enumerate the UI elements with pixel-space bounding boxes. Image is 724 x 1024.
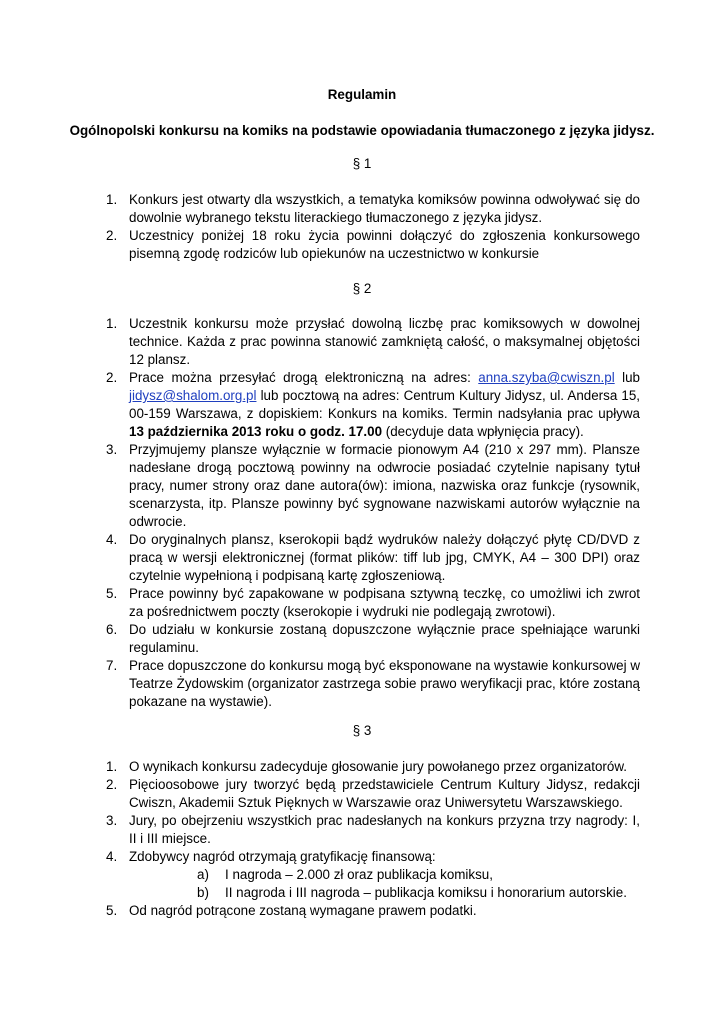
list-item: 6. Do udziału w konkursie zostaną dopuszczone wyłącznie prace spełniające warunki regulaminu.: [106, 622, 640, 655]
list-item: 1. O wynikach konkursu zadecyduje głosowanie jury powołanego przez organizatorów.: [106, 759, 627, 774]
list-item: 4. Zdobywcy nagród otrzymają gratyfikację finansową: a) I nagroda – 2.000 zł oraz publikacja komiksu, b) II nagroda i III nagroda – publikacja komiksu i honorarium autorskie.: [100, 848, 640, 902]
list-item: 3. Przyjmujemy plansze wyłącznie w formacie pionowym A4 (210 x 297 mm). Plansze nadesłane drogą pocztową powinny na odwrocie posiadać czytelnie napisany tytuł pracy, numer strony oraz dane autora(ów): imiona, nazwiska oraz funkcje (rysownik, scenarzysta, itp. Plansze powinny być sygnowane nazwiskami autorów wyłącznie na odwrocie.: [106, 442, 640, 529]
prize-sublist: [129, 866, 640, 902]
list-item: 7. Prace dopuszczone do konkursu mogą być eksponowane na wystawie konkursowej w Teatrze Żydowskim (organizator zastrzega sobie prawo weryfikacji prac, które zostaną pokazane na wystawie).: [106, 658, 640, 709]
section-mark-1: § 1: [352, 156, 372, 171]
deadline-text: 13 października 2013 roku o godz. 17.00: [129, 424, 383, 439]
list-item: 2. Pięcioosobowe jury tworzyć będą przedstawiciele Centrum Kultury Jidysz, redakcji Cwiszn, Akademii Sztuk Pięknych w Warszawie oraz Uniwersytetu Warszawskiego.: [106, 777, 640, 810]
list-item: 5. Od nagród potrącone zostaną wymagane prawem podatki.: [106, 903, 477, 918]
list-item: 1. Konkurs jest otwarty dla wszystkich, a tematyka komiksów powinna odwoływać się do dowolnie wybranego tekstu literackiego tłumaczonego z języka jidysz.: [106, 192, 640, 225]
sub-list-item: a) I nagroda – 2.000 zł oraz publikacja komiksu,: [197, 867, 493, 882]
section-mark-3: § 3: [352, 723, 372, 738]
list-item: 4. Do oryginalnych plansz, kserokopii bądź wydruków należy dołączyć płytę CD/DVD z pracą w wersji elektronicznej (format plików: tiff lub jpg, CMYK, A4 – 300 DPI) oraz czytelnie wypełnioną i podpisaną kartę zgłoszeniową.: [106, 532, 640, 583]
section-2-list: [100, 315, 640, 711]
list-item: 2. Prace można przesyłać drogą elektroniczną na adres: anna.szyba@cwiszn.pl lub jidysz@shalom.org.pl lub pocztową na adres: Centrum Kultury Jidysz, ul. Andersa 15, 00-159 Warszawa, z dopiskiem: Konkurs na komiks. Termin nadsyłania prac upływa 13 października 2013 roku o godz. 17.00 (decyduje data wpłynięcia pracy).: [106, 370, 641, 439]
sub-list-item: b) II nagroda i III nagroda – publikacja komiksu i honorarium autorskie.: [197, 885, 627, 900]
document-title: Regulamin: [327, 87, 397, 102]
email-link-jidysz[interactable]: jidysz@shalom.org.pl: [129, 388, 257, 403]
list-item: 2. Uczestnicy poniżej 18 roku życia powinni dołączyć do zgłoszenia konkursowego pisemną zgodę rodziców lub opiekunów na uczestnictwo w konkursie: [106, 228, 640, 261]
list-item: 3. Jury, po obejrzeniu wszystkich prac nadesłanych na konkurs przyzna trzy nagrody: I, II i III miejsce.: [106, 813, 640, 846]
list-item: 1. Uczestnik konkursu może przysłać dowolną liczbę prac komiksowych w dowolnej technice. Każda z prac powinna stanowić zamkniętą całość, o maksymalnej objętości 12 plansz.: [106, 316, 640, 367]
email-link-anna[interactable]: anna.szyba@cwiszn.pl: [478, 370, 615, 385]
section-1-list: [100, 191, 640, 263]
section-mark-2: § 2: [352, 281, 372, 296]
document-subtitle: Ogólnopolski konkursu na komiks na podstawie opowiadania tłumaczonego z języka jidysz.: [69, 123, 655, 138]
list-item: 5. Prace powinny być zapakowane w podpisana sztywną teczkę, co umożliwi ich zwrot za pośrednictwem poczty (kserokopie i wydruki nie podlegają zwrotowi).: [106, 586, 640, 619]
section-3-list: [100, 758, 640, 920]
